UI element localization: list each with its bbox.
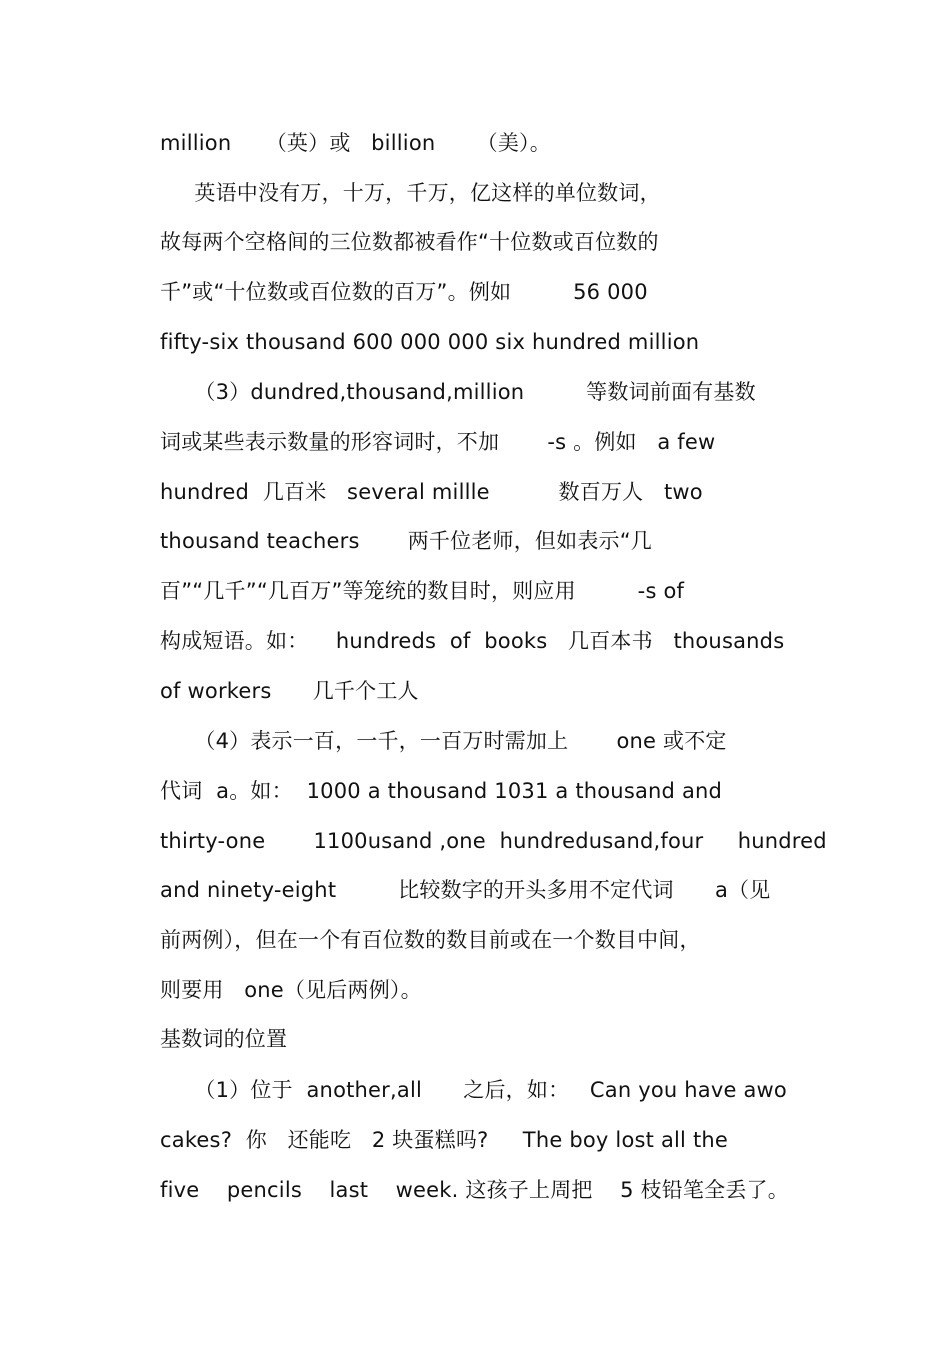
text-line: cakes? 你 还能吃 2 块蛋糕吗? The boy lost all the (160, 1128, 729, 1152)
text-line: 词或某些表示数量的形容词时，不加 -s 。例如 a few (160, 430, 716, 454)
text-line: five pencils last week. 这孩子上周把 5 枝铅笔全丢了。 (160, 1178, 789, 1202)
text-line: 构成短语。如： hundreds of books 几百本书 thousands (160, 629, 785, 653)
text-line: thirty-one 1100usand ,one hundredusand,four hundred (160, 829, 827, 853)
text-line: million （英）或 billion （美）。 (160, 131, 551, 155)
text-line: 百”“几千”“几百万”等笼统的数目时，则应用 -s of (160, 579, 685, 603)
text-line: and ninety-eight 比较数字的开头多用不定代词 a（见 (160, 878, 771, 902)
text-line: hundred 几百米 several millle 数百万人 two (160, 480, 703, 504)
section-heading: 基数词的位置 (160, 1027, 288, 1051)
text-line: thousand teachers 两千位老师，但如表示“几 (160, 529, 653, 553)
text-line: 代词 a。如： 1000 a thousand 1031 a thousand and (160, 779, 723, 803)
text-line: （3）dundred,thousand,million 等数词前面有基数 (160, 380, 756, 404)
text-line: （4）表示一百，一千，一百万时需加上 one 或不定 (160, 729, 727, 753)
text-line: 则要用 one（见后两例）。 (160, 978, 422, 1002)
text-line: fifty-six thousand 600 000 000 six hundred million (160, 330, 700, 354)
text-line: of workers 几千个工人 (160, 679, 419, 703)
text-line: 前两例），但在一个有百位数的数目前或在一个数目中间， (160, 928, 701, 952)
text-line: 故每两个空格间的三位数都被看作“十位数或百位数的 (160, 230, 659, 254)
text-line: （1）位于 another,all 之后，如： Can you have awo (160, 1078, 787, 1102)
text-line: 千”或“十位数或百位数的百万”。例如 56 000 (160, 280, 648, 304)
text-line: 英语中没有万，十万，千万，亿这样的单位数词， (160, 181, 661, 205)
